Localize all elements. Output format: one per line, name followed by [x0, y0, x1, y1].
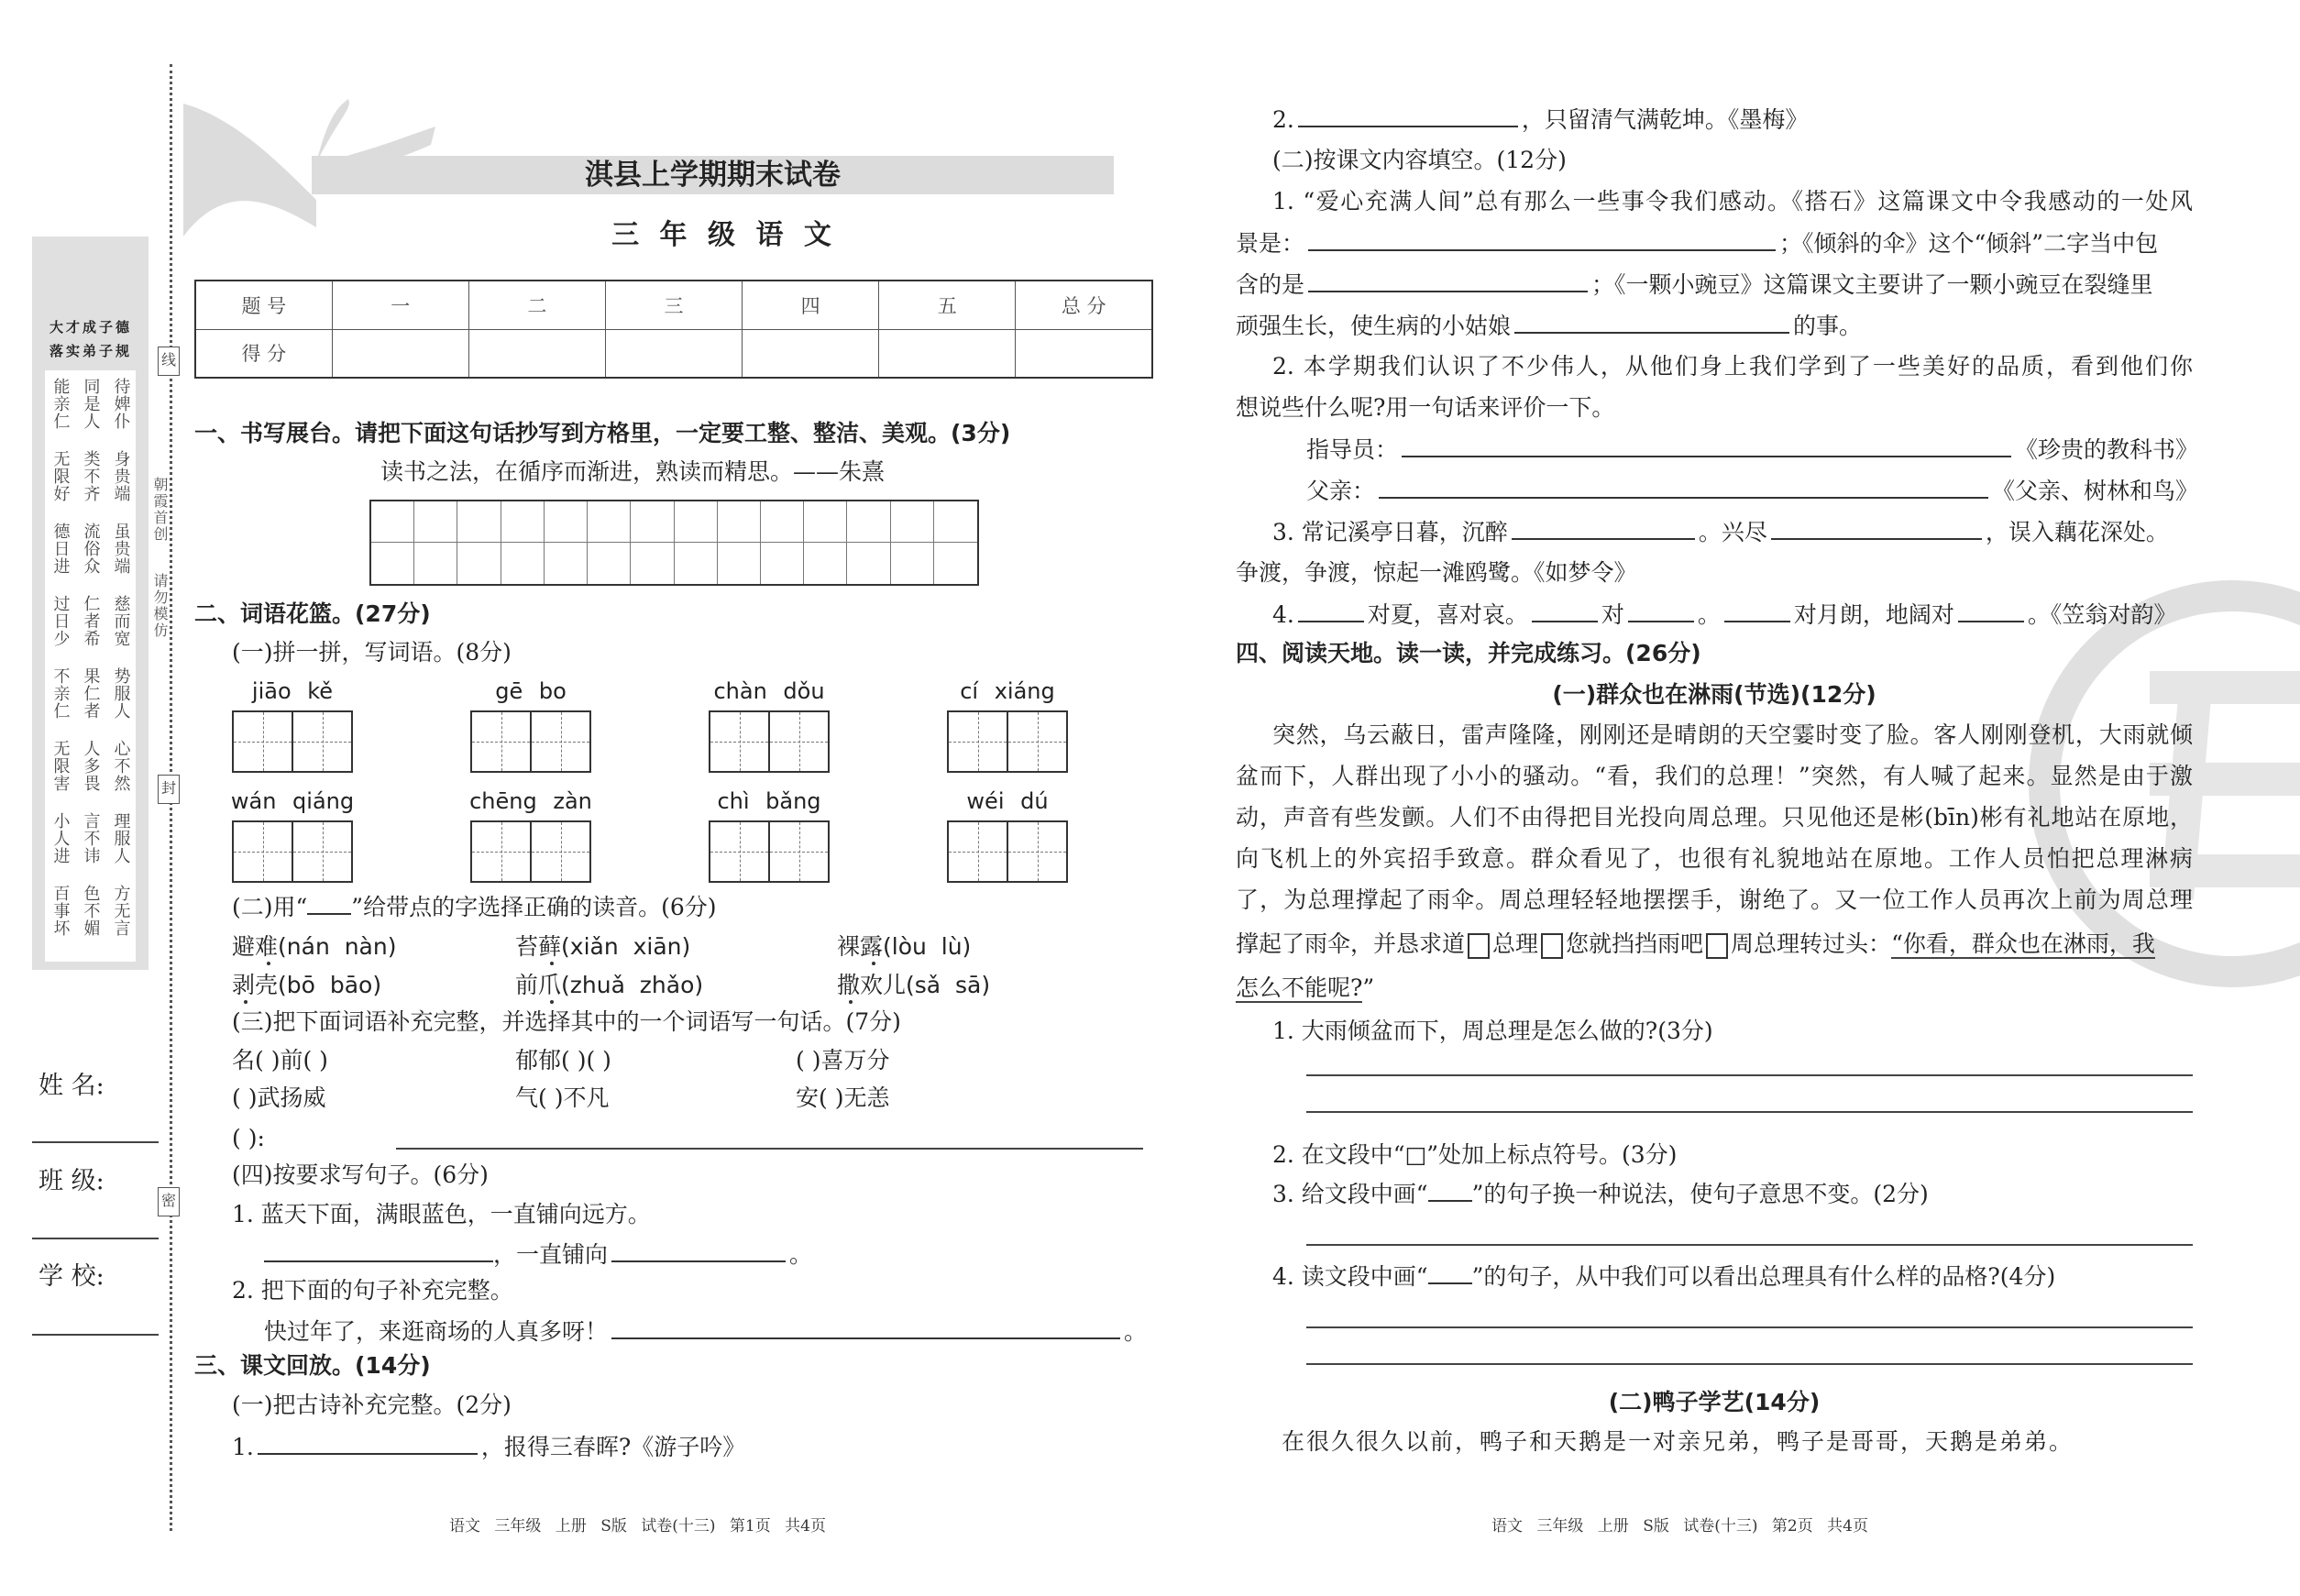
question-text: 。 — [1124, 1318, 1148, 1345]
question-answer — [264, 1238, 812, 1270]
grid-cell[interactable] — [934, 501, 977, 543]
tianzige-box[interactable] — [232, 710, 353, 773]
question: 2. 本学期我们认识了不少伟人，从他们身上我们学到了一些美好的品质，看到他们你 — [1272, 353, 2193, 380]
question-text: 指导员： — [1306, 436, 1399, 463]
pinyin-label: wéi dú — [966, 788, 1049, 814]
score-header: 五 — [879, 281, 1016, 329]
grid-cell[interactable] — [675, 543, 718, 584]
pinyin-options[interactable]: (bō bāo) — [278, 972, 382, 998]
school-label: 学 校: — [39, 1262, 105, 1291]
word-char: 壳 — [255, 972, 279, 998]
answer-blank[interactable] — [1512, 516, 1695, 540]
passage-line: 向飞机上的外宾招手致意。群众看见了，也很有礼貌地站在原地。工作人员怕把总理淋病 — [1236, 845, 2193, 872]
section-3-title: 三、课文回放。(14分) — [194, 1352, 431, 1379]
school-input[interactable] — [32, 1334, 159, 1336]
answer-line[interactable] — [1306, 1363, 2193, 1365]
poem-column: 无限害 — [50, 740, 71, 792]
tianzige-box[interactable] — [947, 820, 1068, 883]
question: 1. 蓝天下面，满眼蓝色，一直铺向远方。 — [232, 1201, 651, 1227]
passage-text: 您就挡挡雨吧 — [1566, 930, 1704, 957]
tianzige-box[interactable] — [232, 820, 353, 883]
passage-line — [1236, 973, 1374, 1004]
poem-stanza — [45, 877, 136, 950]
poem-column: 言不讳 — [81, 812, 101, 864]
punctuation-box[interactable] — [1706, 933, 1728, 959]
word-char: 撒 — [837, 972, 861, 998]
question: 争渡，争渡，惊起一滩鸥鹭。《如梦令》 — [1236, 559, 1637, 586]
question-text: ，一直铺向 — [493, 1241, 609, 1268]
grid-cell[interactable] — [934, 543, 977, 584]
question-line — [1236, 269, 2153, 300]
pinyin-options[interactable]: (sǎ sā) — [906, 972, 991, 998]
underlined-sentence: 怎么不能呢? — [1236, 974, 1363, 1001]
evaluation-line — [1306, 434, 2198, 465]
question-text: ”的句子换一种说法，使句子意思不变。(2分) — [1471, 1181, 1929, 1207]
grid-cell[interactable] — [545, 501, 588, 543]
poem-stanza — [45, 732, 136, 805]
answer-blank[interactable] — [1298, 599, 1364, 622]
pronunciation-item[interactable] — [837, 970, 990, 1001]
poem-stanza — [45, 805, 136, 877]
exam-title: 淇县上学期期末试卷 — [585, 159, 841, 192]
score-header: 总 分 — [1016, 281, 1152, 329]
question-text: ，报得三春晖?《游子吟》 — [480, 1434, 746, 1460]
question-text: 含的是 — [1236, 271, 1305, 298]
pinyin-label: wán qiáng — [230, 788, 355, 814]
poem-column: 过日少 — [50, 595, 71, 647]
word-char: 避 — [232, 933, 256, 960]
exam-subtitle: 三 年 级 语 文 — [611, 219, 837, 251]
pinyin-options[interactable]: (xiǎn xiān) — [561, 933, 691, 960]
word-char: 前 — [515, 972, 539, 998]
grid-cell[interactable] — [545, 543, 588, 584]
score-cell[interactable] — [879, 329, 1016, 378]
poem-column: 仁者希 — [81, 595, 101, 647]
grid-cell[interactable] — [631, 543, 674, 584]
motto-line: 大才成子德 — [49, 319, 132, 336]
answer-line[interactable] — [1306, 1244, 2193, 1246]
pronunciation-item[interactable] — [837, 931, 971, 963]
answer-blank[interactable] — [611, 1238, 786, 1262]
passage-line: 在很久很久以前，鸭子和天鹅是一对亲兄弟，鸭子是哥哥，天鹅是弟弟。 — [1282, 1428, 2074, 1455]
poem-stanza — [45, 588, 136, 660]
grid-cell[interactable] — [501, 501, 545, 543]
seal-mark: 封 — [158, 775, 180, 804]
question-text: 《父亲、树林和鸟》 — [1992, 478, 2199, 504]
answer-blank[interactable] — [1298, 104, 1518, 127]
pinyin-label: jiāo kě — [251, 678, 334, 704]
score-table — [194, 280, 1153, 379]
score-cell[interactable] — [332, 329, 468, 378]
question-text: ，误入藕花深处。 — [1985, 519, 2169, 545]
part-title: (三)把下面词语补充完整，并选择其中的一个词语写一句话。(7分) — [232, 1008, 901, 1035]
reading-2-title: (二)鸭子学艺(14分) — [1608, 1389, 1821, 1415]
answer-blank[interactable] — [1724, 599, 1790, 622]
question-text: 3. 常记溪亭日暮，沉醉 — [1272, 519, 1508, 545]
question-text: 。《笠翁对韵》 — [2027, 601, 2177, 628]
grid-cell[interactable] — [718, 543, 761, 584]
grid-cell[interactable] — [457, 543, 501, 584]
question-text: 的事。 — [1793, 313, 1863, 339]
score-header: 一 — [332, 281, 468, 329]
question-text: 。 — [789, 1241, 813, 1268]
grid-cell[interactable] — [675, 501, 718, 543]
seal-mark: 线 — [158, 347, 180, 376]
question-number: 1. — [232, 1434, 254, 1460]
poem-column: 果仁者 — [81, 667, 101, 720]
question — [1272, 104, 1808, 135]
pronunciation-item[interactable] — [515, 970, 703, 1001]
name-label: 姓 名: — [39, 1072, 105, 1100]
question-text: 对 — [1601, 601, 1624, 628]
tianzige-box[interactable] — [470, 820, 591, 883]
question-number: 4. — [1272, 601, 1294, 628]
idiom-item[interactable]: 郁郁( )( ) — [515, 1047, 611, 1073]
pinyin-label: chēng zàn — [469, 788, 592, 814]
question: 1. 大雨倾盆而下，周总理是怎么做的?(3分) — [1272, 1018, 1713, 1044]
grid-cell[interactable] — [891, 501, 934, 543]
tianzige-box[interactable] — [947, 710, 1068, 773]
question — [1272, 599, 2176, 630]
poem-column: 虽贵端 — [111, 523, 131, 575]
question-text: 。兴尽 — [1698, 519, 1767, 545]
question — [1272, 1261, 2055, 1293]
idiom-item[interactable]: 气( )不凡 — [515, 1084, 610, 1111]
question-text: 景是： — [1236, 230, 1305, 257]
section-4-title: 四、阅读天地。读一读，并完成练习。(26分) — [1236, 640, 1701, 666]
poem-stanza — [45, 660, 136, 732]
grid-cell[interactable] — [457, 501, 501, 543]
pronunciation-item[interactable] — [232, 970, 381, 1001]
tianzige-box[interactable] — [709, 710, 830, 773]
sentence-prefix: ( ): — [232, 1125, 265, 1151]
part-title: (二)按课文内容填空。(12分) — [1272, 147, 1567, 173]
question-answer — [264, 1315, 1147, 1347]
poem-column: 小人进 — [50, 812, 71, 864]
poem-stanza — [45, 515, 136, 588]
pinyin-label: chì bǎng — [717, 788, 821, 814]
copy-quote: 读书之法，在循序而渐进，熟读而精思。——朱熹 — [380, 458, 885, 485]
notice-text: 请勿模仿 — [151, 573, 169, 639]
grid-cell[interactable] — [588, 501, 631, 543]
grid-cell[interactable] — [631, 501, 674, 543]
answer-blank[interactable] — [1532, 599, 1598, 622]
poem-column: 不亲仁 — [50, 667, 71, 720]
grid-cell[interactable] — [847, 543, 890, 584]
poem-column: 理服人 — [111, 812, 131, 864]
poem-column: 势服人 — [111, 667, 131, 720]
punctuation-box[interactable] — [1468, 933, 1490, 959]
poem-panel — [45, 370, 136, 962]
question-text: 父亲： — [1306, 478, 1376, 504]
question-text: 对夏，喜对哀。 — [1367, 601, 1528, 628]
word-char: 爪 — [538, 972, 562, 998]
score-header: 题 号 — [195, 281, 332, 329]
question: 2. 把下面的句子补充完整。 — [232, 1277, 513, 1304]
answer-blank[interactable] — [1514, 310, 1789, 334]
score-header: 四 — [743, 281, 879, 329]
motto-line: 落实弟子规 — [49, 343, 132, 359]
grid-cell[interactable] — [891, 543, 934, 584]
answer-blank[interactable] — [1308, 227, 1776, 251]
grid-cell[interactable] — [414, 543, 457, 584]
passage-text: 周总理转过头： — [1731, 930, 1892, 957]
passage-text: ” — [1362, 974, 1375, 1001]
score-cell[interactable] — [743, 329, 879, 378]
word-char: 难 — [255, 933, 279, 960]
passage-text: 撑起了雨伞，并恳求道 — [1236, 930, 1466, 957]
answer-blank[interactable] — [1958, 599, 2024, 622]
class-label: 班 级: — [39, 1167, 105, 1195]
answer-blank[interactable] — [1628, 599, 1694, 622]
poem-column: 人多畏 — [81, 740, 101, 792]
pinyin-label: chàn dǒu — [713, 678, 825, 704]
question-text: ，只留清气满乾坤。《墨梅》 — [1521, 106, 1809, 133]
question — [1272, 516, 2169, 547]
sentence-answer-line[interactable] — [396, 1148, 1143, 1150]
idiom-item[interactable]: ( )喜万分 — [796, 1047, 890, 1073]
word-char: 露 — [860, 933, 884, 960]
question-text: 4. 读文段中画“ — [1272, 1263, 1428, 1290]
passage-line: 盆而下，人群出现了小小的骚动。“看，我们的总理！”突然，有人喊了起来。显然是由于激 — [1236, 763, 2193, 789]
question-line — [1236, 227, 2158, 259]
notice-text: 朝霞首创 — [151, 477, 169, 543]
motto-sidebar — [32, 237, 149, 970]
question: 想说些什么呢?用一句话来评价一下。 — [1236, 394, 1615, 421]
pronunciation-item[interactable] — [232, 931, 396, 963]
answer-line[interactable] — [1306, 1111, 2193, 1113]
punctuation-box[interactable] — [1541, 933, 1563, 959]
word-char: 剥 — [232, 972, 256, 998]
word-char: 欢儿 — [860, 972, 907, 998]
part-title-text: (二)用“ — [232, 894, 308, 920]
question-text: 顽强生长，使生病的小姑娘 — [1236, 313, 1512, 339]
question: 1. “爱心充满人间”总有那么一些事令我们感动。《搭石》这篇课文中令我感动的一处风 — [1272, 188, 2193, 215]
grid-cell[interactable] — [371, 501, 414, 543]
question-line — [1236, 310, 1862, 341]
poem-column: 身贵端 — [111, 450, 131, 502]
poem-column: 能亲仁 — [50, 378, 71, 430]
pinyin-label: cí xiáng — [960, 678, 1055, 704]
poem-column: 色不媚 — [81, 885, 101, 937]
grid-cell[interactable] — [847, 501, 890, 543]
answer-blank[interactable] — [264, 1238, 493, 1262]
answer-blank[interactable] — [1379, 475, 1988, 499]
poem-column: 流俗众 — [81, 523, 101, 575]
grid-cell[interactable] — [414, 501, 457, 543]
word-char: 苔 — [515, 933, 539, 960]
grid-cell[interactable] — [761, 501, 804, 543]
poem-column: 百事坏 — [50, 885, 71, 937]
score-header: 二 — [468, 281, 605, 329]
passage-line: 突然，乌云蔽日，雷声隆隆，刚刚还是晴朗的天空霎时变了脸。客人刚刚登机，大雨就倾 — [1272, 721, 2193, 748]
answer-line[interactable] — [1306, 1326, 2193, 1328]
score-header: 三 — [605, 281, 742, 329]
poem-stanza — [45, 370, 136, 443]
poem-column: 心不然 — [111, 740, 131, 792]
pronunciation-item[interactable] — [515, 931, 690, 963]
question-text: ；《倾斜的伞》这个“倾斜”二字当中包 — [1779, 230, 2159, 257]
score-cell[interactable] — [468, 329, 605, 378]
score-cell[interactable] — [605, 329, 742, 378]
answer-blank[interactable] — [1402, 434, 2011, 457]
class-input[interactable] — [32, 1238, 159, 1239]
page-footer: 语文 三年级 上册 S版 试卷(十三) 第2页 共4页 — [1491, 1517, 1868, 1535]
passage-line: 动，声音有些发颤。人们不由得把目光投向周总理。只见他还是彬(bīn)彬有礼地站在原地， — [1236, 804, 2193, 831]
question-text: ；《一颗小豌豆》这篇课文主要讲了一颗小豌豆在裂缝里 — [1591, 271, 2153, 298]
answer-blank[interactable] — [611, 1315, 1120, 1339]
passage-line — [1236, 929, 2155, 960]
question-number: 2. — [1272, 106, 1294, 133]
part-title: (一)把古诗补充完整。(2分) — [232, 1392, 512, 1418]
score-row-label: 得 分 — [195, 329, 332, 378]
name-input[interactable] — [32, 1141, 159, 1143]
poem-column: 慈而宽 — [111, 595, 131, 647]
question-text: 《珍贵的教科书》 — [2015, 436, 2199, 463]
part-title: (一)拼一拼，写词语。(8分) — [232, 639, 512, 666]
writing-grid[interactable] — [369, 500, 979, 586]
part-title — [232, 892, 717, 923]
section-2-title: 二、词语花篮。(27分) — [194, 600, 431, 627]
poem-column: 待婢仆 — [111, 378, 131, 430]
question — [1272, 1179, 1929, 1210]
question-text: 3. 给文段中画“ — [1272, 1181, 1428, 1207]
word-char: 藓 — [538, 933, 562, 960]
grid-cell[interactable] — [371, 543, 414, 584]
seal-mark: 密 — [158, 1187, 180, 1216]
idiom-item[interactable]: ( )武扬威 — [232, 1084, 326, 1111]
answer-blank[interactable] — [1771, 516, 1982, 540]
grid-cell[interactable] — [804, 543, 847, 584]
score-cell[interactable] — [1016, 329, 1152, 378]
question-text: 对月朗，地阔对 — [1793, 601, 1954, 628]
evaluation-line — [1306, 475, 2198, 506]
grid-cell[interactable] — [501, 543, 545, 584]
section-1-title: 一、书写展台。请把下面这句话抄写到方格里，一定要工整、整洁、美观。(3分) — [194, 420, 1011, 446]
grid-cell[interactable] — [804, 501, 847, 543]
pinyin-options[interactable]: (lòu lù) — [883, 933, 972, 960]
poem-column: 德日进 — [50, 523, 71, 575]
poem-column: 类不齐 — [81, 450, 101, 502]
underlined-sentence: “你看，群众也在淋雨，我 — [1891, 930, 2155, 957]
part-title: (四)按要求写句子。(6分) — [232, 1161, 489, 1188]
tianzige-box[interactable] — [470, 710, 591, 773]
page-footer: 语文 三年级 上册 S版 试卷(十三) 第1页 共4页 — [449, 1517, 826, 1535]
answer-blank[interactable] — [1308, 269, 1588, 292]
poem-column: 同是人 — [81, 378, 101, 430]
question-text: ”的句子，从中我们可以看出总理具有什么样的品格?(4分) — [1471, 1263, 2056, 1290]
reading-1-title: (一)群众也在淋雨(节选)(12分) — [1552, 681, 1876, 708]
answer-line[interactable] — [1306, 1074, 2193, 1076]
idiom-item[interactable]: 安( )无恙 — [796, 1084, 890, 1111]
passage-text: 总理 — [1492, 930, 1539, 957]
word-char: 裸 — [837, 933, 861, 960]
poem-stanza — [45, 443, 136, 515]
idiom-item[interactable]: 名( )前( ) — [232, 1047, 328, 1073]
pinyin-options[interactable]: (zhuǎ zhǎo) — [561, 972, 704, 998]
answer-blank[interactable] — [258, 1431, 478, 1455]
question: 2. 在文段中“□”处加上标点符号。(3分) — [1272, 1141, 1678, 1168]
part-title-text: ”给带点的字选择正确的读音。(6分) — [351, 894, 717, 920]
poem-column: 无限好 — [50, 450, 71, 502]
grid-cell[interactable] — [718, 501, 761, 543]
grid-cell[interactable] — [761, 543, 804, 584]
question — [232, 1431, 745, 1462]
pinyin-label: gē bo — [495, 678, 567, 704]
poem-column: 方无言 — [111, 885, 131, 937]
passage-line: 了，为总理撑起了雨伞。周总理轻轻地摆摆手，谢绝了。又一位工作人员再次上前为周总理 — [1236, 886, 2193, 913]
question-text: 快过年了，来逛商场的人真多呀！ — [264, 1318, 609, 1345]
tianzige-box[interactable] — [709, 820, 830, 883]
question-text: 。 — [1697, 601, 1721, 628]
grid-cell[interactable] — [588, 543, 631, 584]
pinyin-options[interactable]: (nán nàn) — [278, 933, 397, 960]
